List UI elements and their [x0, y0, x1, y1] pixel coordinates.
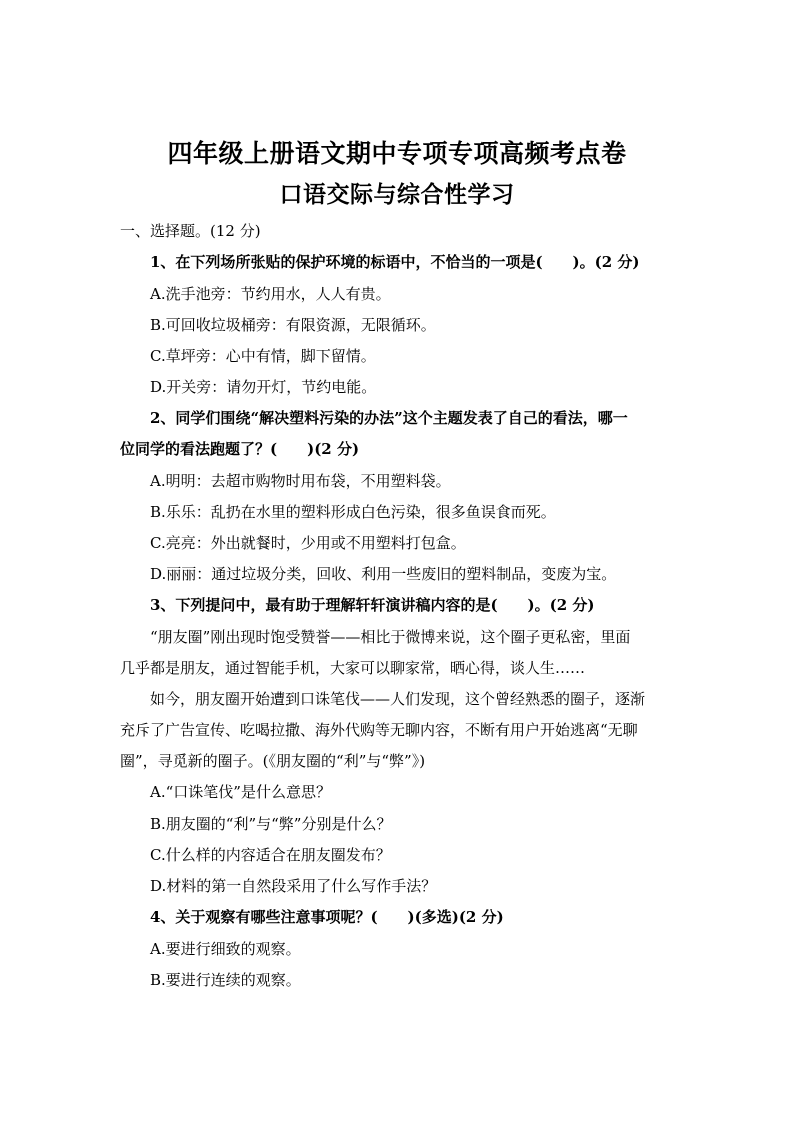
question-3-option-c: C.什么样的内容适合在朋友圈发布？ — [150, 846, 391, 864]
question-1-stem: 1、在下列场所张贴的保护环境的标语中，不恰当的一项是( )。(2 分) — [150, 253, 640, 271]
question-1-option-b: B.可回收垃圾桶旁：有限资源，无限循环。 — [150, 316, 436, 334]
question-1-option-a: A.洗手池旁：节约用水，人人有贵。 — [150, 285, 391, 303]
question-3-stem: 3、下列提问中，最有助于理解轩轩演讲稿内容的是( )。(2 分) — [150, 596, 595, 614]
question-2-option-a: A.明明：去超市购物时用布袋，不用塑料袋。 — [150, 472, 451, 490]
question-3-option-a: A.“口诛笔伐”是什么意思？ — [150, 783, 331, 801]
question-3-option-b: B.朋友圈的“利”与“弊”分别是什么？ — [150, 815, 392, 833]
question-4-option-a: A.要进行细致的观察。 — [150, 940, 301, 958]
question-2-option-c: C.亮亮：外出就餐时，少用或不用塑料打包盒。 — [150, 534, 466, 552]
question-4-stem: 4、关于观察有哪些注意事项呢？( )(多选)(2 分) — [150, 908, 504, 926]
question-3-passage-line-5: 圈”，寻觅新的圈子。(《朋友圈的“利”与“弊”》) — [120, 752, 426, 770]
question-3-passage-line-1: “朋友圈”刚出现时饱受赞誉——相比于微博来说，这个圈子更私密，里面 — [150, 628, 631, 646]
question-2-stem-line-2: 位同学的看法跑题了？( )(2 分) — [120, 440, 360, 458]
section-heading: 一、选择题。(12 分) — [120, 222, 261, 240]
question-2-option-d: D.丽丽：通过垃圾分类，回收、利用一些废旧的塑料制品，变废为宝。 — [150, 565, 617, 583]
question-1-option-c: C.草坪旁：心中有情，脚下留情。 — [150, 347, 376, 365]
question-3-passage-line-4: 充斥了广告宣传、吃喝拉撒、海外代购等无聊内容，不断有用户开始逃离“无聊 — [120, 721, 638, 739]
question-1-option-d: D.开关旁：请勿开灯，节约电能。 — [150, 378, 377, 396]
question-3-option-d: D.材料的第一自然段采用了什么写作手法？ — [150, 877, 437, 895]
page-subtitle: 口语交际与综合性学习 — [279, 181, 515, 208]
question-4-option-b: B.要进行连续的观察。 — [150, 971, 301, 989]
question-3-passage-line-2: 几乎都是朋友，通过智能手机，大家可以聊家常，晒心得，谈人生…… — [120, 659, 586, 677]
question-2-option-b: B.乐乐：乱扔在水里的塑料形成白色污染，很多鱼误食而死。 — [150, 503, 556, 521]
question-3-passage-line-3: 如今，朋友圈开始遭到口诛笔伐——人们发现，这个曾经熟悉的圈子，逐渐 — [150, 690, 646, 708]
page-title: 四年级上册语文期中专项专项高频考点卷 — [167, 139, 627, 168]
question-2-stem-line-1: 2、同学们围绕“解决塑料污染的办法”这个主题发表了自己的看法，哪一 — [150, 409, 628, 427]
